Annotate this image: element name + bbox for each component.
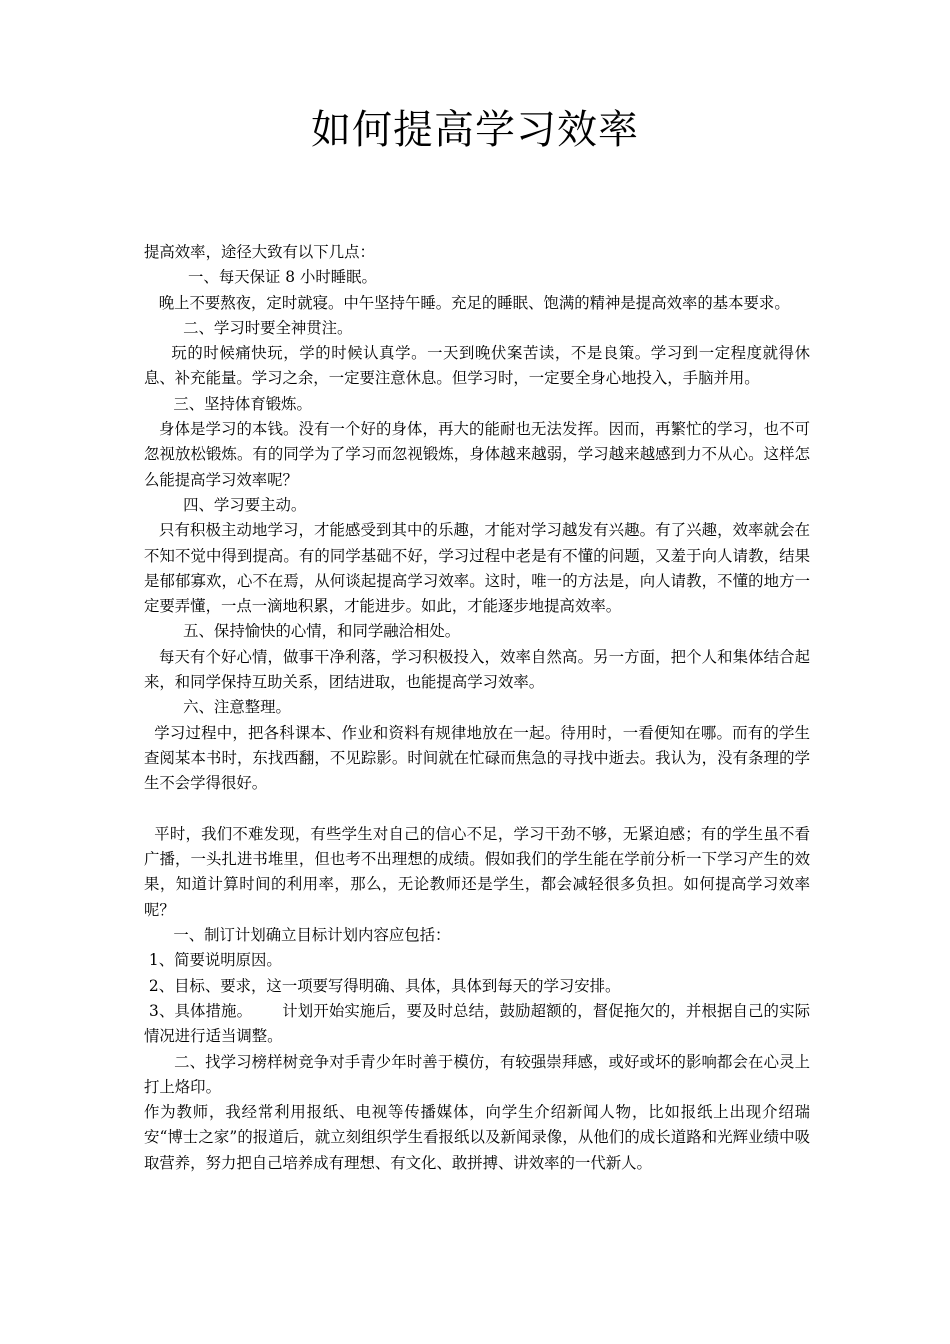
paragraph: 四、学习要主动。: [144, 495, 307, 514]
paragraph: 2、目标、要求，这一项要写得明确、具体，具体到每天的学习安排。: [144, 976, 621, 995]
paragraph: 五、保持愉快的心情，和同学融洽相处。: [144, 622, 461, 641]
paragraph: 二、找学习榜样树竞争对手青少年时善于模仿，有较强崇拜感，或好或坏的影响都会在心灵上打上烙印。: [144, 1052, 810, 1096]
paragraph: 三、坚持体育锻炼。: [144, 394, 312, 413]
paragraph: 1、简要说明原因。: [144, 951, 282, 970]
paragraph: 晚上不要熬夜，定时就寝。中午坚持午睡。充足的睡眠、饱满的精神是提高效率的基本要求。: [144, 293, 790, 312]
paragraph: 每天有个好心情，做事干净利落，学习积极投入，效率自然高。另一方面，把个人和集体结合起来，和同学保持互助关系，团结进取，也能提高学习效率。: [144, 647, 810, 692]
paragraph: 作为教师，我经常利用报纸、电视等传播媒体，向学生介绍新闻人物，比如报纸上出现介绍瑞安“博士之家”的报道后，就立刻组织学生看报纸以及新闻录像，从他们的成长道路和光辉业绩中吸取营养，努力把自己培养成有理想、有文化、敢拼搏、讲效率的一代新人。: [144, 1103, 810, 1172]
paragraph: 二、学习时要全神贯注。: [144, 318, 353, 337]
paragraph: 一、制订计划确立目标计划内容应包括：: [144, 926, 451, 945]
paragraph: 学习过程中，把各科课本、作业和资料有规律地放在一起。待用时，一看便知在哪。而有的学生查阅某本书时，东找西翻，不见踪影。时间就在忙碌而焦急的寻找中逝去。我认为，没有条理的学生不会学得很好。: [144, 723, 810, 793]
paragraph: 一、每天保证 8 小时睡眠。: [144, 268, 377, 287]
paragraph: 玩的时候痛快玩，学的时候认真学。一天到晚伏案苦读，不是良策。学习到一定程度就得休息、补充能量。学习之余，一定要注意休息。但学习时，一定要全身心地投入，手脑并用。: [144, 344, 810, 388]
paragraph: 身体是学习的本钱。没有一个好的身体，再大的能耐也无法发挥。因而，再繁忙的学习，也不可忽视放松锻炼。有的同学为了学习而忽视锻炼，身体越来越弱，学习越来越感到力不从心。这样怎么能提高学习效率呢？: [144, 420, 810, 489]
paragraph: 3、具体措施。 计划开始实施后，要及时总结，鼓励超额的，督促拖欠的，并根据自己的实际情况进行适当调整。: [144, 1001, 810, 1046]
paragraph: 只有积极主动地学习，才能感受到其中的乐趣，才能对学习越发有兴趣。有了兴趣，效率就会在不知不觉中得到提高。有的同学基础不好，学习过程中老是有不懂的问题，又羞于向人请教，结果是郁郁寡欢，心不在焉，从何谈起提高学习效率。这时，唯一的方法是，向人请教，不懂的地方一定要弄懂，一点一滴地积累，才能进步。如此，才能逐步地提高效率。: [144, 521, 810, 616]
paragraph: 提高效率，途径大致有以下几点：: [144, 243, 375, 261]
paragraph: 六、注意整理。: [144, 698, 291, 717]
document-title: 如何提高学习效率: [311, 107, 639, 153]
paragraph: 平时，我们不难发现，有些学生对自己的信心不足，学习干劲不够，无紧迫感；有的学生虽不看广播，一头扎进书堆里，但也考不出理想的成绩。假如我们的学生能在学前分析一下学习产生的效果，知道计算时间的利用率，那么，无论教师还是学生，都会减轻很多负担。如何提高学习效率呢？: [144, 824, 810, 919]
document-body: [144, 240, 810, 1176]
blank-line: [144, 797, 810, 822]
